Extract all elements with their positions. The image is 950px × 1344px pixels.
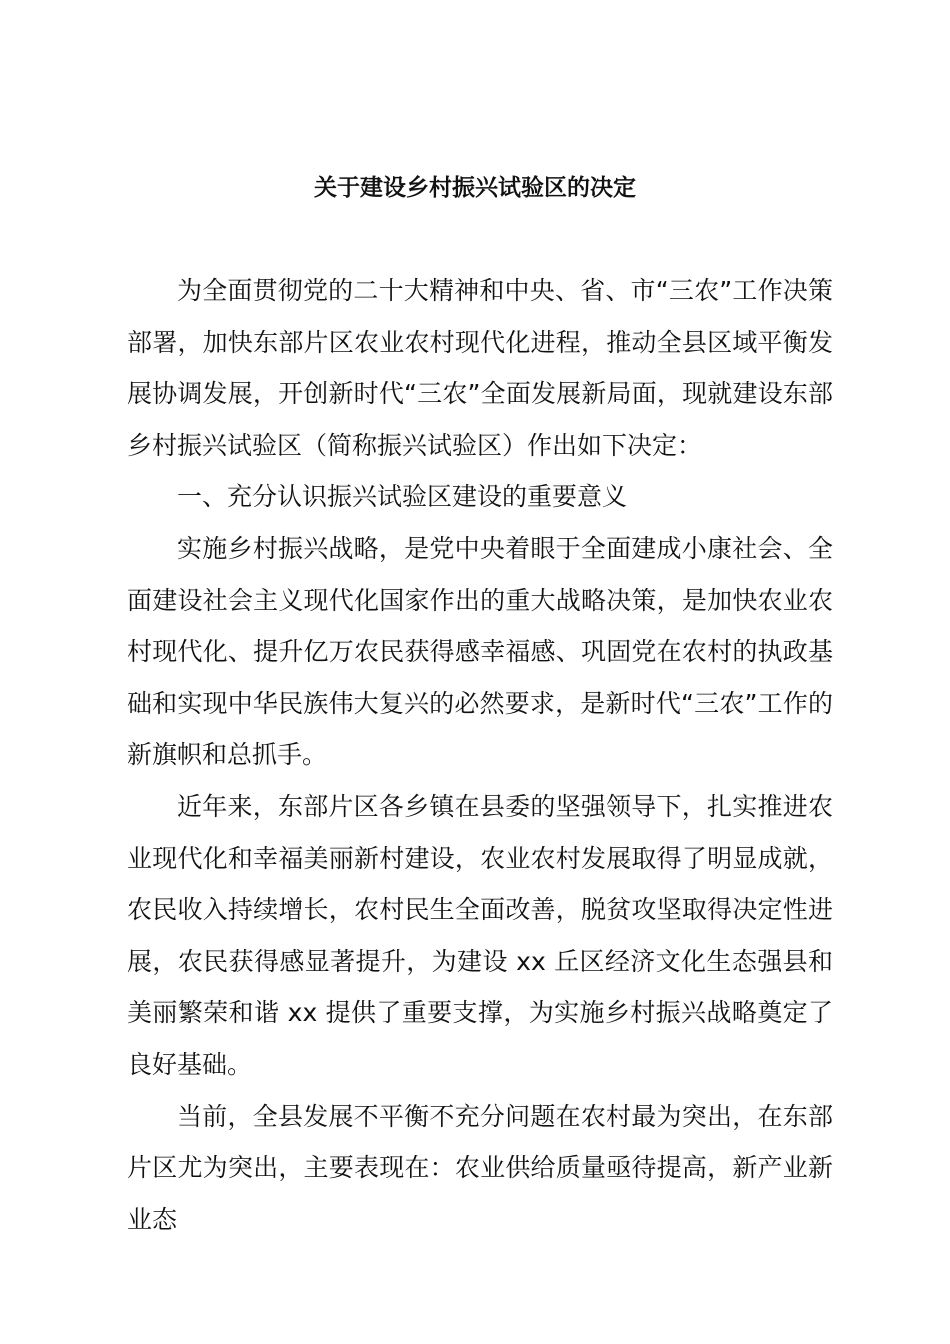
paragraph-strategy: 实施乡村振兴战略，是党中央着眼于全面建成小康社会、全面建设社会主义现代化国家作出的重大战略决策，是加快农业农村现代化、提升亿万农民获得感幸福感、巩固党在农村的执政基础和实现中华民族伟大复兴的必然要求，是新时代“三农”工作的新旗帜和总抓手。 [127, 533, 833, 770]
paragraph-current: 当前，全县发展不平衡不充分问题在农村最为突出，在东部片区尤为突出，主要表现在：农业供给质量亟待提高，新产业新业态 [127, 1101, 833, 1234]
paragraph-intro: 为全面贯彻党的二十大精神和中央、省、市“三农”工作决策部署，加快东部片区农业农村现代化进程，推动全县区域平衡发展协调发展，开创新时代“三农”全面发展新局面，现就建设东部乡村振兴试验区（简称振兴试验区）作出如下决定： [127, 276, 833, 460]
paragraph-recent-years: 近年来，东部片区各乡镇在县委的坚强领导下，扎实推进农业现代化和幸福美丽新村建设，农业农村发展取得了明显成就，农民收入持续增长，农村民生全面改善，脱贫攻坚取得决定性进展，农民获得感显著提升，为建设 xx 丘区经济文化生态强县和美丽繁荣和谐 xx 提供了重要支撑，为实施乡村振兴战略奠定了良好基础。 [127, 791, 833, 1079]
document-title: 关于建设乡村振兴试验区的决定 [314, 175, 636, 201]
section-heading-1: 一、充分认识振兴试验区建设的重要意义 [177, 482, 628, 512]
document-body [127, 265, 833, 1245]
